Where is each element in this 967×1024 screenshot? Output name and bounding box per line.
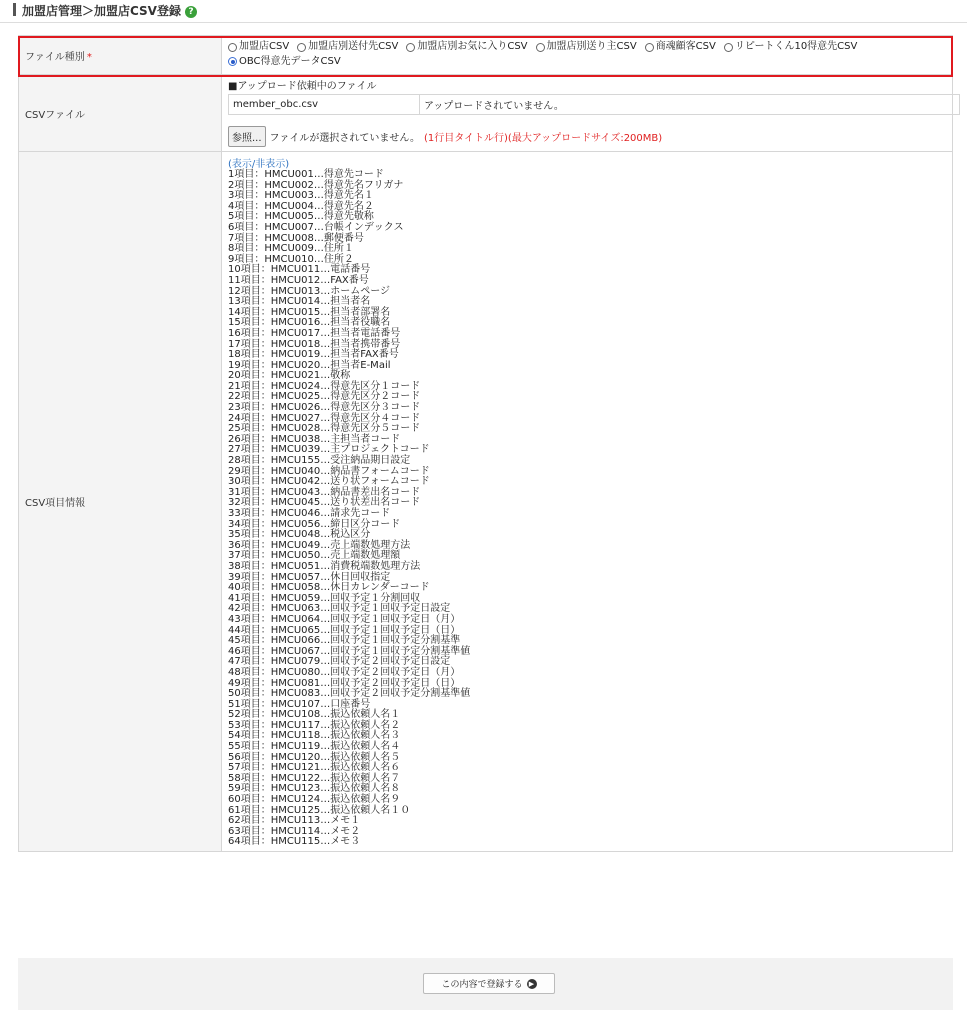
csv-item: 13項目：HMCU014…担当者名 <box>228 296 371 308</box>
csv-file-label: CSVファイル <box>19 75 222 152</box>
file-type-options <box>222 36 953 75</box>
csv-item: 53項目：HMCU117…振込依頼人名２ <box>228 719 401 731</box>
radio-circle-icon[interactable] <box>228 43 237 52</box>
csv-item: 38項目：HMCU051…消費税端数処理方法 <box>228 560 421 572</box>
uploading-file-row <box>229 95 960 115</box>
csv-item: 18項目：HMCU019…担当者FAX番号 <box>228 349 399 361</box>
csv-item: 63項目：HMCU114…メモ２ <box>228 825 361 837</box>
csv-item: 49項目：HMCU081…回収予定２回収予定日（日） <box>228 677 461 689</box>
csv-item: 62項目：HMCU113…メモ１ <box>228 815 361 827</box>
title-accent-bar <box>13 3 16 16</box>
csv-file-cell <box>222 75 953 152</box>
csv-item: 48項目：HMCU080…回収予定２回収予定日（月） <box>228 666 461 678</box>
page-title-text: 加盟店管理＞加盟店CSV登録 <box>22 4 181 18</box>
radio-label: 加盟店別お気に入りCSV <box>417 41 528 52</box>
csv-item: 28項目：HMCU155…受注納品期日設定 <box>228 455 411 467</box>
csv-item: 61項目：HMCU125…振込依頼人名１０ <box>228 804 411 816</box>
csv-items-row <box>19 152 953 852</box>
page-header <box>0 0 967 23</box>
csv-item: 44項目：HMCU065…回収予定１回収予定日（日） <box>228 624 461 636</box>
uploading-file-name: member_obc.csv <box>229 95 420 115</box>
csv-item: 34項目：HMCU056…締日区分コード <box>228 518 401 530</box>
csv-item: 5項目：HMCU005…得意先敬称 <box>228 211 374 223</box>
csv-item: 47項目：HMCU079…回収予定２回収予定日設定 <box>228 656 451 668</box>
file-type-radio[interactable] <box>297 41 398 53</box>
question-circle-icon[interactable]: ? <box>185 6 197 18</box>
submit-button-label: この内容で登録する <box>441 980 523 990</box>
csv-item: 31項目：HMCU043…納品書差出名コード <box>228 486 421 498</box>
csv-item: 21項目：HMCU024…得意先区分１コード <box>228 380 421 392</box>
csv-item: 8項目：HMCU009…住所１ <box>228 243 354 255</box>
csv-item: 26項目：HMCU038…主担当者コード <box>228 433 401 445</box>
csv-register-form <box>18 35 953 852</box>
csv-item: 57項目：HMCU121…振込依頼人名６ <box>228 762 401 774</box>
csv-item: 50項目：HMCU083…回収予定２回収予定分割基準値 <box>228 688 471 700</box>
file-picker <box>228 126 952 147</box>
csv-item: 25項目：HMCU028…得意先区分５コード <box>228 423 421 435</box>
submit-button[interactable] <box>423 973 555 994</box>
radio-label: リピートくん10得意先CSV <box>734 41 858 52</box>
form-footer <box>18 958 953 1010</box>
csv-item: 32項目：HMCU045…送り状差出名コード <box>228 497 421 509</box>
csv-item: 35項目：HMCU048…税込区分 <box>228 529 371 541</box>
csv-item: 56項目：HMCU120…振込依頼人名５ <box>228 751 401 763</box>
csv-item: 36項目：HMCU049…売上端数処理方法 <box>228 539 411 551</box>
csv-item: 3項目：HMCU003…得意先名１ <box>228 190 374 202</box>
csv-item: 10項目：HMCU011…電話番号 <box>228 264 371 276</box>
csv-item: 11項目：HMCU012…FAX番号 <box>228 274 369 286</box>
csv-item: 60項目：HMCU124…振込依頼人名９ <box>228 794 401 806</box>
csv-item: 9項目：HMCU010…住所２ <box>228 253 354 265</box>
radio-label: 加盟店別送り主CSV <box>546 41 637 52</box>
csv-items-label: CSV項目情報 <box>19 152 222 852</box>
csv-item: 45項目：HMCU066…回収予定１回収予定分割基準 <box>228 635 461 647</box>
csv-item: 29項目：HMCU040…納品書フォームコード <box>228 465 430 477</box>
radio-circle-icon[interactable] <box>406 43 415 52</box>
file-type-radio[interactable] <box>228 41 289 53</box>
csv-item: 22項目：HMCU025…得意先区分２コード <box>228 391 421 403</box>
csv-item: 42項目：HMCU063…回収予定１回収予定日設定 <box>228 603 451 615</box>
radio-circle-icon[interactable] <box>536 43 545 52</box>
browse-button[interactable]: 参照... <box>228 126 266 147</box>
csv-item: 16項目：HMCU017…担当者電話番号 <box>228 327 401 339</box>
csv-item: 46項目：HMCU067…回収予定１回収予定分割基準値 <box>228 645 471 657</box>
csv-item: 1項目：HMCU001…得意先コード <box>228 169 384 180</box>
csv-item: 39項目：HMCU057…休日回収指定 <box>228 571 391 583</box>
uploading-file-table <box>228 94 960 115</box>
csv-item: 20項目：HMCU021…敬称 <box>228 370 351 382</box>
csv-item: 14項目：HMCU015…担当者部署名 <box>228 306 391 318</box>
radio-label: 商魂顧客CSV <box>655 41 716 52</box>
file-type-label <box>19 36 222 75</box>
csv-item: 41項目：HMCU059…回収予定１分割回収 <box>228 592 421 604</box>
csv-item: 6項目：HMCU007…台帳インデックス <box>228 221 404 233</box>
csv-item: 52項目：HMCU108…振込依頼人名１ <box>228 709 401 721</box>
csv-item: 64項目：HMCU115…メモ３ <box>228 836 361 848</box>
file-type-radio[interactable] <box>536 41 637 53</box>
file-type-radio-group <box>228 37 952 73</box>
csv-item: 23項目：HMCU026…得意先区分３コード <box>228 402 421 414</box>
csv-item: 12項目：HMCU013…ホームページ <box>228 285 391 297</box>
csv-item: 2項目：HMCU002…得意先名フリガナ <box>228 179 404 191</box>
radio-label: 加盟店CSV <box>239 41 290 52</box>
csv-item: 43項目：HMCU064…回収予定１回収予定日（月） <box>228 613 461 625</box>
file-type-radio[interactable] <box>228 56 341 68</box>
csv-items-list <box>228 170 952 848</box>
uploading-heading: ■アップロード依頼中のファイル <box>228 81 377 92</box>
csv-item: 51項目：HMCU107…口座番号 <box>228 698 371 710</box>
file-type-radio[interactable] <box>724 41 858 53</box>
csv-item: 55項目：HMCU119…振込依頼人名４ <box>228 741 401 753</box>
csv-file-row <box>19 75 953 152</box>
radio-circle-icon[interactable] <box>228 57 237 66</box>
csv-item: 7項目：HMCU008…郵便番号 <box>228 232 364 244</box>
uploading-file-status: アップロードされていません。 <box>420 95 960 115</box>
csv-item: 24項目：HMCU027…得意先区分４コード <box>228 412 421 424</box>
csv-item: 33項目：HMCU046…請求先コード <box>228 508 391 519</box>
csv-item: 40項目：HMCU058…休日カレンダーコード <box>228 582 430 594</box>
csv-item: 37項目：HMCU050…売上端数処理額 <box>228 550 401 562</box>
file-type-row <box>19 36 953 75</box>
csv-item: 54項目：HMCU118…振込依頼人名３ <box>228 730 401 742</box>
radio-circle-icon[interactable] <box>297 43 306 52</box>
csv-item: 59項目：HMCU123…振込依頼人名８ <box>228 783 401 795</box>
radio-circle-icon[interactable] <box>724 43 733 52</box>
csv-item: 17項目：HMCU018…担当者携帯番号 <box>228 338 401 350</box>
required-mark: * <box>86 51 92 63</box>
csv-item: 4項目：HMCU004…得意先名２ <box>228 200 374 212</box>
file-type-radio[interactable] <box>645 41 716 53</box>
csv-item: 27項目：HMCU039…主プロジェクトコード <box>228 444 430 456</box>
no-file-text: ファイルが選択されていません。 <box>269 133 420 144</box>
csv-item: 58項目：HMCU122…振込依頼人名７ <box>228 772 401 784</box>
radio-circle-icon[interactable] <box>645 43 654 52</box>
csv-item: 30項目：HMCU042…送り状フォームコード <box>228 476 430 488</box>
radio-label: 加盟店別送付先CSV <box>308 41 399 52</box>
toggle-items-link[interactable]: (表示/非表示) <box>228 159 290 170</box>
csv-items-cell <box>222 152 953 852</box>
file-type-label-text: ファイル種別 <box>25 51 85 63</box>
upload-note: (1行目タイトル行)(最大アップロードサイズ:200MB) <box>423 133 663 144</box>
radio-label: OBC得意先データCSV <box>239 55 341 67</box>
file-type-radio[interactable] <box>406 41 527 53</box>
csv-item: 19項目：HMCU020…担当者E-Mail <box>228 359 391 371</box>
arrow-right-circle-icon: ▶ <box>527 979 537 989</box>
page-title <box>22 2 197 19</box>
csv-item: 15項目：HMCU016…担当者役職名 <box>228 317 391 329</box>
